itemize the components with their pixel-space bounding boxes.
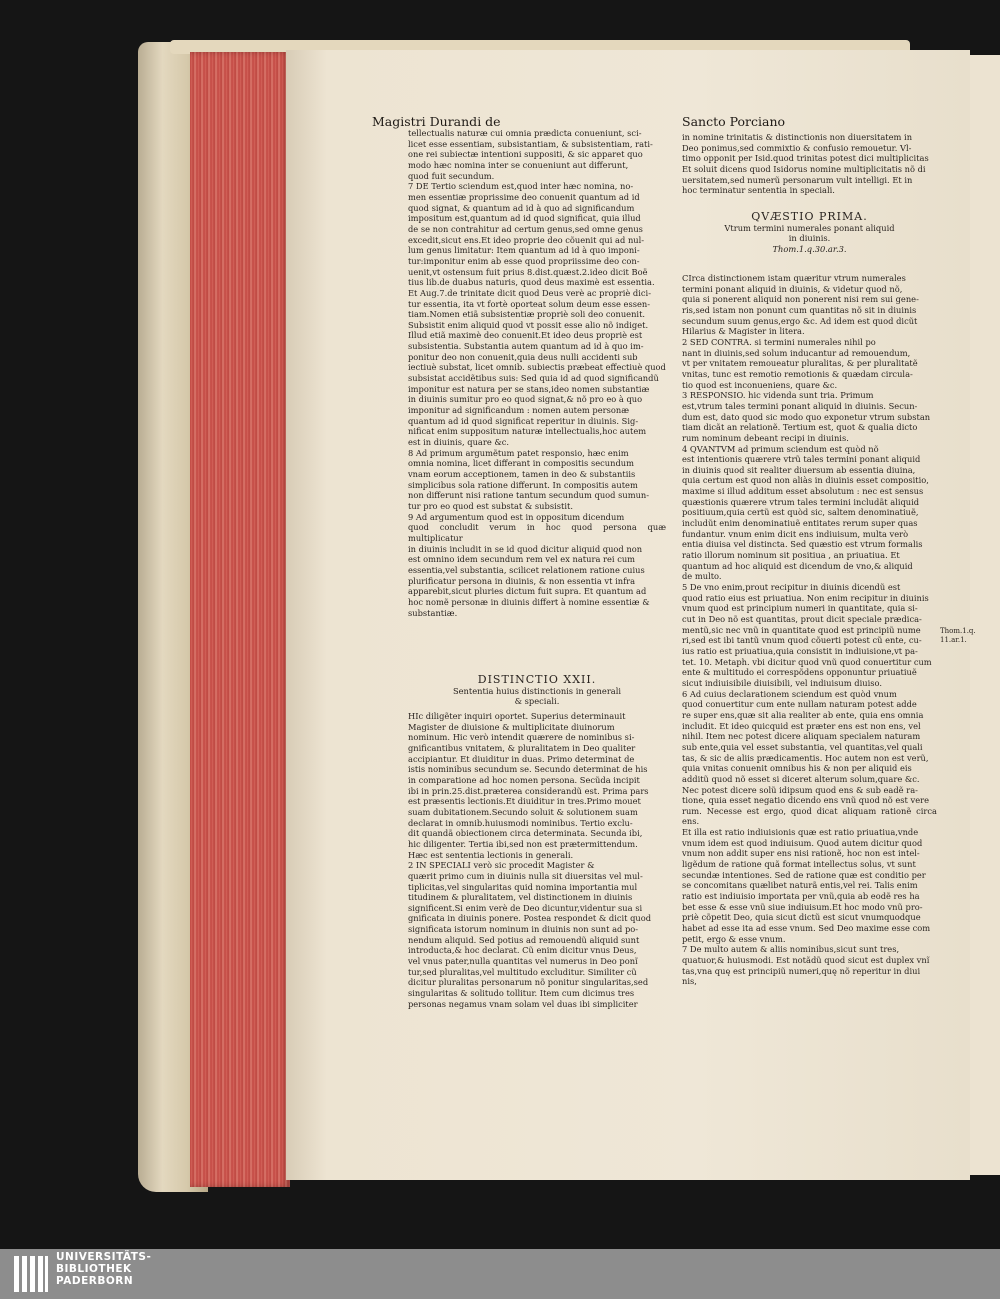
text-line: imponitur est natura per se stans,ideo nomen substantiæ bbox=[408, 383, 650, 394]
text-line: vnum idem est quod indiuisum. Quod autem dicitur quod bbox=[682, 837, 923, 848]
text-line: ius ratio est priuatiua,quia consistit in indiuisione,vt pa- bbox=[682, 645, 918, 656]
text-line: significent.Si enim verè de Deo dicuntur,videntur sua si bbox=[408, 902, 643, 913]
text-line: tiam.Nomen etiã subsistentiæ propriè soli deo conuenit. bbox=[408, 309, 646, 320]
text-line: habet ad esse ita ad esse vnum. Sed Deo maxime esse com bbox=[682, 923, 931, 934]
text-line: cut in Deo nõ est quantitas, prout dicit speciale prædica- bbox=[682, 614, 922, 624]
text-line: ratio est indiuisio importata per vnũ,quia ab eodẽ res ha bbox=[682, 891, 920, 902]
text-line: impositum est,quantum ad id quod significat, quia illud bbox=[408, 213, 641, 224]
text-line: istis nominibus secundum se. Secundo determinat de his bbox=[408, 764, 648, 775]
text-line: dicitur pluralitas personarum nõ ponitur singularitas,sed bbox=[408, 977, 649, 988]
text-line: 6 Ad cuius declarationem sciendum est quòd vnum bbox=[682, 688, 897, 699]
facing-page-edge bbox=[965, 55, 1000, 1175]
text-line: 7 DE Tertio sciendum est,quod inter hæc nomina, no- bbox=[408, 181, 634, 192]
distinctio-subtitle-2: & speciali. bbox=[514, 696, 560, 707]
text-line: personas negamus vnam solam vel duas ibi simpliciter bbox=[408, 998, 638, 1009]
text-line: in diuinis includit in se id quod dicitur aliquid quod non bbox=[408, 543, 643, 554]
library-name-line-3: PADERBORN bbox=[56, 1275, 134, 1287]
text-line: de multo. bbox=[682, 571, 722, 582]
text-line: se concomitans quælibet naturã entis,vel rei. Talis enim bbox=[682, 880, 918, 891]
text-line: quatuor,& huiusmodi. Est notãdũ quod sicut est duplex vnĩ bbox=[682, 955, 930, 965]
text-line: lum genus limitatur: Item quantum ad id à quo imponi- bbox=[408, 245, 640, 256]
text-line: re super ens,quæ sit alia realiter ab ente, quia ens omnia bbox=[682, 709, 924, 720]
text-line: entia diuisa vel distincta. Sed quæstio est vtrum formalis bbox=[682, 539, 923, 550]
text-line: fundantur. vnum enim dicit ens indiuisum, multa verò bbox=[682, 528, 909, 539]
text-line: hoc terminatur sententia in speciali. bbox=[682, 185, 835, 196]
text-line: vt per vnitatem remoueatur pluralitas, & per pluralitatẽ bbox=[682, 358, 918, 369]
text-line: 7 De multo autem & aliis nominibus,sicut sunt tres, bbox=[682, 944, 900, 955]
text-line: includũt enim denominatiuẽ entitates rerum super quas bbox=[682, 518, 918, 529]
text-line: one rei subiectæ intentioni suppositi, & sic apparet quo bbox=[408, 149, 643, 160]
text-line: tellectualis naturæ cui omnia prædicta conueniunt, sci- bbox=[408, 128, 642, 138]
text-line: 9 Ad argumentum quod est in oppositum dicendum bbox=[408, 511, 625, 522]
text-line: est in diuinis, quare &c. bbox=[408, 437, 510, 448]
text-line: non differunt nisi ratione tantum secundum quod sumun- bbox=[408, 490, 650, 501]
margin-note-line-2: 11.ar.1. bbox=[940, 636, 967, 644]
text-line: priè cõpetit Deo, quia sicut dictũ est sicut vnumquodque bbox=[682, 912, 921, 923]
text-line: tiam dicãt an relationẽ. Tertium est, quot & qualia dicto bbox=[682, 422, 918, 433]
quaestio-title: QVÆSTIO PRIMA. bbox=[751, 210, 868, 223]
text-line: Nec potest dicere solũ idipsum quod ens & sub eadẽ ra- bbox=[682, 784, 918, 795]
text-line: apparebit,sicut pluries dictum fuit supra. Et quantum ad bbox=[408, 586, 647, 597]
right-column-text-2 bbox=[682, 273, 937, 987]
text-line: positiuum,quia certũ est quòd sic, saltem denominatiuẽ, bbox=[682, 507, 919, 518]
text-line: 4 QVANTVM ad primum sciendum est quòd nõ bbox=[682, 443, 879, 454]
distinctio-heading bbox=[408, 675, 666, 707]
text-line: quia certum est quod non aliàs in diuinis esset compositio, bbox=[682, 475, 929, 486]
text-line: vnitas, tunc est remotio remotionis & quædam circula- bbox=[682, 368, 913, 379]
text-line: ponitur deo non conuenit,quia deus nulli accidenti sub bbox=[408, 351, 638, 362]
text-line: accipiantur. Et diuiditur in duas. Primo determinat de bbox=[408, 753, 635, 764]
text-line: excedit,sicut ens.Et ideo proprie deo cõuenit qui ad nul- bbox=[408, 234, 645, 245]
text-line: uenit,vt ostensum fuit prius 8.dist.quæst.2.ideo dicit Boë bbox=[408, 266, 648, 277]
text-line: declarat in omnib.huiusmodi nominibus. Tertio exclu- bbox=[408, 817, 633, 828]
text-line: ibi in prin.25.dist.præterea considerandũ est. Prima pars bbox=[408, 785, 649, 796]
text-line: tur essentia, ita vt fortè oporteat solum deum esse essen- bbox=[408, 298, 651, 309]
right-column-text bbox=[682, 132, 937, 196]
distinctio-title: DISTINCTIO XXII. bbox=[477, 673, 597, 686]
text-line: tio quod est inconueniens, quare &c. bbox=[682, 379, 838, 390]
text-line: Et soluit dicens quod Isidorus nomine multiplicitatis nõ di bbox=[682, 163, 926, 174]
printed-page bbox=[286, 50, 976, 1180]
text-line: quod signat, & quantum ad id à quo ad significandum bbox=[408, 202, 635, 213]
text-line: timo opponit per Isid.quod trinitas potest dici multiplicitas bbox=[682, 153, 929, 164]
text-line: tas,vna quę est principiũ numeri,quę nõ reperitur in diui bbox=[682, 965, 921, 976]
text-line: 2 IN SPECIALI verò sic procedit Magister & bbox=[408, 860, 595, 871]
text-line: quæstionis quærere vtrum tales termini includãt aliquid bbox=[682, 496, 920, 507]
text-line: est intentionis quærere vtrũ tales termini ponant aliquid bbox=[682, 454, 921, 465]
red-page-edges bbox=[190, 52, 290, 1187]
text-line: quantum ad id quod significat reperitur in diuinis. Sig- bbox=[408, 415, 639, 426]
text-line: petit, ergo & esse vnum. bbox=[682, 933, 786, 944]
text-line: est præsentis lectionis.Et diuiditur in tres.Primo mouet bbox=[408, 796, 641, 807]
text-line: gnificantibus vnitatem, & pluralitatem in Deo qualiter bbox=[408, 742, 636, 753]
text-line: in nomine trinitatis & distinctionis non diuersitatem in bbox=[682, 132, 913, 142]
text-line: quod conuertitur cum ente nullam naturam potest adde bbox=[682, 699, 917, 710]
margin-note-line-1: Thom.1.q. bbox=[940, 627, 976, 635]
text-line: subsistat accidẽtibus suis: Sed quia id ad quod significandũ bbox=[408, 373, 659, 384]
library-name bbox=[56, 1251, 151, 1287]
text-line: CIrca distinctionem istam quæritur vtrum numerales bbox=[682, 273, 906, 283]
text-line: est,vtrum tales termini ponant aliquid in diuinis. Secun- bbox=[682, 400, 918, 411]
library-logo-icon bbox=[12, 1254, 50, 1294]
text-line: 2 SED CONTRA. si termini numerales nihil po bbox=[682, 336, 876, 347]
text-line: modo hæc nomina inter se conueniunt aut differunt, bbox=[408, 159, 629, 170]
text-line: maxime si illud additum esset absolutum : nec est sensus bbox=[682, 486, 924, 497]
quaestio-subtitle-1: Vtrum termini numerales ponant aliquid bbox=[724, 222, 895, 233]
text-line: ratio illorum nominum sit positiua , an priuatiua. Et bbox=[682, 550, 900, 561]
text-line: rum. Necesse est ergo, quod dicat aliquam rationẽ circa ens. bbox=[682, 805, 937, 827]
text-line: ris,sed istam non ponunt cum quantitas nõ sit in diuinis bbox=[682, 304, 917, 315]
text-line: hoc nomẽ personæ in diuinis differt à nomine essentiæ & bbox=[408, 596, 650, 607]
quaestio-heading bbox=[682, 212, 937, 255]
text-line: tius lib.de duabus naturis, quod deus maximè est essentia. bbox=[408, 277, 655, 288]
text-line: substantiæ. bbox=[408, 607, 458, 618]
library-name-line-1: UNIVERSITÄTS- bbox=[56, 1251, 152, 1263]
text-line: simplicibus sola ratione differunt. In compositis autem bbox=[408, 479, 638, 490]
text-line: sicut indiuisibile diuisibili, vel indiuisum diuiso. bbox=[682, 677, 882, 688]
text-line: subsistentia. Substantia autem quantum ad id à quo im- bbox=[408, 341, 644, 352]
text-line: in diuinis sumitur pro eo quod signat,& nõ pro eo à quo bbox=[408, 394, 643, 405]
text-line: vnum non addit super ens nisi rationẽ, hoc non est intel- bbox=[682, 848, 920, 859]
text-line: Hilarius & Magister in litera. bbox=[682, 326, 805, 337]
left-column-text bbox=[408, 128, 666, 618]
text-line: vnam eorum acceptionem, tamen in deo & substantiis bbox=[408, 469, 636, 479]
text-line: licet esse essentiam, subsistantiam, & subsistentiam, rati- bbox=[408, 138, 653, 149]
text-line: vnum quod est principium numeri in quantitate, quia si- bbox=[682, 603, 918, 614]
text-line: Et illa est ratio indiuisionis quæ est ratio priuatiua,vnde bbox=[682, 827, 919, 838]
text-line: nendum aliquid. Sed potius ad remouendũ aliquid sunt bbox=[408, 934, 640, 945]
text-line: in diuinis quod sit realiter diuersum ab essentia diuina, bbox=[682, 464, 916, 475]
text-line: titudinem & pluralitatem, vel distinctionem in diuinis bbox=[408, 892, 633, 903]
text-line: Illud etiã maximè deo conuenit.Et ideo deus propriè est bbox=[408, 330, 643, 341]
text-line: nihil. Item nec potest dicere aliquam specialem naturam bbox=[682, 731, 921, 742]
text-line: quod concludit verum in hoc quod persona quæ multiplicatur bbox=[408, 522, 666, 543]
library-name-line-2: BIBLIOTHEK bbox=[56, 1263, 132, 1275]
text-line: bet esse & esse vnũ siue indiuisum.Et hoc modo vnũ pro- bbox=[682, 901, 923, 912]
text-line: quod fuit secundum. bbox=[408, 170, 495, 181]
text-line: suam dubitationem.Secundo soluit & solutionem suam bbox=[408, 806, 638, 817]
text-line: Magister de diuisione & multiplicitate diuinorum bbox=[408, 721, 615, 732]
text-line: singularitas & solitudo tollitur. Item cum dicimus tres bbox=[408, 988, 635, 999]
text-line: imponitur ad significandum : nomen autem personæ bbox=[408, 405, 630, 416]
text-line: quærit primo cum in diuinis nulla sit diuersitas vel mul- bbox=[408, 870, 643, 881]
quaestio-reference: Thom.1.q.30.ar.3. bbox=[772, 243, 847, 254]
text-line: Hæc est sententia lectionis in generali. bbox=[408, 849, 574, 860]
running-head-left: Magistri Durandi de bbox=[372, 114, 501, 129]
text-line: hic diligenter. Tertia ibi,sed non est prætermittendum. bbox=[408, 838, 638, 849]
text-line: de se non contrahitur ad certum genus,sed omne genus bbox=[408, 223, 643, 234]
text-line: Subsistit enim aliquid quod vt possit esse alio nõ indiget. bbox=[408, 319, 649, 330]
text-line: termini ponant aliquid in diuinis, & videtur quod nõ, bbox=[682, 283, 903, 294]
text-line: iectiuè substat, licet omnib. subiectis præbeat effectiuè quod bbox=[408, 362, 666, 373]
text-line: 3 RESPONSIO. hic videnda sunt tria. Primum bbox=[682, 390, 874, 401]
text-line: sub ente,quia vel esset substantia, vel quantitas,vel quali bbox=[682, 741, 923, 752]
text-line: quia si ponerent aliquid non ponerent nisi rem sui gene- bbox=[682, 294, 919, 305]
left-column-text-2 bbox=[408, 711, 666, 1009]
text-line: additũ quod nõ esset si diceret alterum solum,quare &c. bbox=[682, 773, 920, 784]
text-line: in comparatione ad hoc nomen persona. Secũda incipit bbox=[408, 774, 640, 785]
text-line: quod ratio eius est priuatiua. Non enim recipitur in diuinis bbox=[682, 592, 929, 603]
text-line: vel vnus pater,nulla quantitas vel numerus in Deo ponĩ bbox=[408, 956, 638, 967]
quaestio-subtitle-2: in diuinis. bbox=[788, 233, 831, 244]
text-line: dit quandã obiectionem circa determinata. Secunda ibi, bbox=[408, 828, 643, 839]
running-head-right: Sancto Porciano bbox=[682, 114, 786, 129]
text-line: rum nominum debeant recipi in diuinis. bbox=[682, 432, 849, 443]
text-line: 5 De vno enim,prout recipitur in diuinis dicendũ est bbox=[682, 582, 901, 593]
text-line: Et Aug.7.de trinitate dicit quod Deus verè ac propriè dici- bbox=[408, 287, 651, 298]
text-line: ente & multitudo ei correspõdens opponuntur priuatiuẽ bbox=[682, 667, 917, 678]
text-line: nis, bbox=[682, 976, 697, 987]
text-line: dum est, dato quod sic modo quo exponetur vtrum substan bbox=[682, 411, 931, 422]
text-line: 8 Ad primum argumẽtum patet responsio, hæc enim bbox=[408, 447, 629, 458]
text-line: ligẽdum de ratione quã format intellectus solus, vt sunt bbox=[682, 859, 916, 870]
text-line: quantum ad hoc aliquid est dicendum de vno,& aliquid bbox=[682, 560, 913, 571]
text-line: est omnino idem secundum rem vel ex natura rei cum bbox=[408, 554, 636, 565]
margin-note bbox=[940, 627, 976, 645]
text-line: nificat enim suppositum naturæ intellectualis,hoc autem bbox=[408, 426, 647, 437]
text-line: men essentiæ proprissime deo conuenit quantum ad id bbox=[408, 191, 640, 202]
text-line: HIc diligẽter inquiri oportet. Superius determinauit bbox=[408, 711, 626, 721]
text-line: mentũ,sic nec vnũ in quantitate quod est principiũ nume bbox=[682, 624, 921, 635]
text-line: ri,sed est ibi tantũ vnum quod cõuerti potest cũ ente, cu- bbox=[682, 635, 922, 646]
text-line: tet. 10. Metaph. vbi dicitur quod vnũ quod conuertitur cum bbox=[682, 656, 932, 667]
text-line: nominum. Hic verò intendit quærere de nominibus si- bbox=[408, 732, 635, 743]
text-line: quia vnitas conuenit omnibus his & non per aliquid eis bbox=[682, 763, 912, 774]
text-line: plurificatur persona in diuinis, & non essentia vt infra bbox=[408, 575, 636, 586]
distinctio-subtitle-1: Sententia huius distinctionis in generali bbox=[452, 685, 622, 696]
text-line: secundæ intentiones. Sed de ratione quæ est conditio per bbox=[682, 869, 926, 880]
text-line: tiplicitas,vel singularitas quid nomina importantia mul bbox=[408, 881, 638, 892]
text-line: includit. Et ideo quicquid est præter ens est non ens, vel bbox=[682, 720, 921, 731]
text-line: omnia nomina, licet differant in compositis secundum bbox=[408, 458, 634, 469]
text-line: essentia,vel substantia, scilicet relationem ratione cuius bbox=[408, 564, 645, 575]
text-line: secundum suum genus,ergo &c. Ad idem est quod dicũt bbox=[682, 315, 918, 326]
text-line: tione, quia esset negatio dicendo ens vnũ quod nõ est vere bbox=[682, 795, 929, 806]
text-line: nant in diuinis,sed solum inducantur ad remouendum, bbox=[682, 347, 911, 358]
text-line: gnificata in diuinis ponere. Postea respondet & dicit quod bbox=[408, 913, 652, 924]
text-line: uersitatem,sed numerũ personarum vult intelligi. Et in bbox=[682, 174, 913, 185]
text-line: tur,sed pluralitas,vel multitudo excluditur. Similiter cũ bbox=[408, 966, 637, 977]
text-line: Deo ponimus,sed commixtio & confusio remouetur. Vl- bbox=[682, 142, 912, 153]
text-line: tur:imponitur enim ab esse quod propriissime deo con- bbox=[408, 255, 640, 266]
text-line: significata istorum nominum in diuinis non sunt ad po- bbox=[408, 924, 639, 935]
text-line: tas, & sic de aliis prædicamentis. Hoc autem non est verũ, bbox=[682, 752, 929, 763]
text-line: introducta,& hoc declarat. Cũ enim dicitur vnus Deus, bbox=[408, 945, 637, 956]
text-line: tur pro eo quod est substat & subsistit. bbox=[408, 500, 573, 511]
